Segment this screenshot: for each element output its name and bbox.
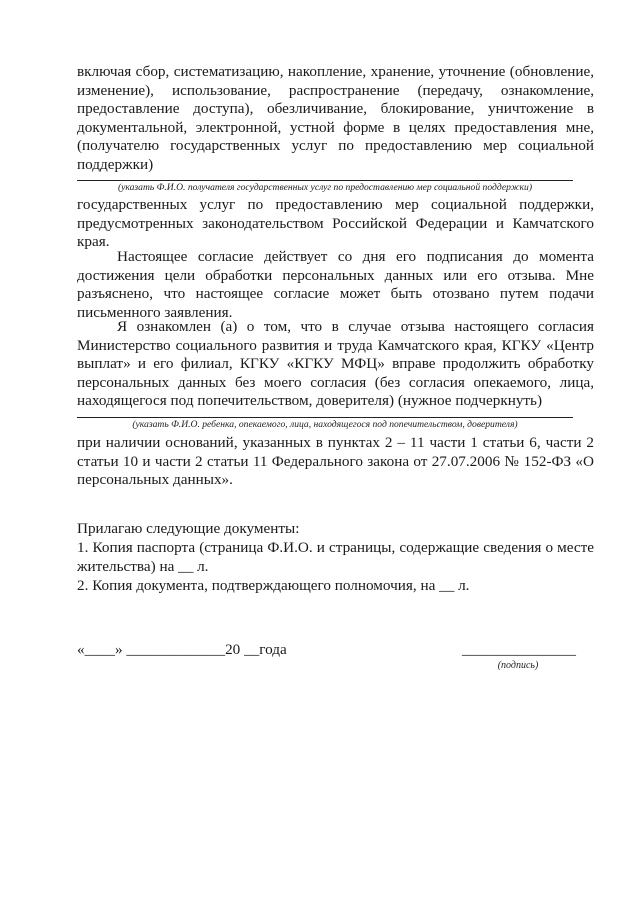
grounds-text: при наличии оснований, указанных в пунктах 2 – 11 части 1 статьи 6, части 2 статьи 10 и части 2 статьи 11 Федерального закона от 27.07.2006 № 152-ФЗ «О персональных данных». xyxy=(77,434,594,489)
ward-name-hint: (указать Ф.И.О. ребенка, опекаемого, лица, находящегося под попечительством, доверителя) xyxy=(132,419,518,430)
attachments-heading: Прилагаю следующие документы: xyxy=(77,520,300,537)
date-line: «____» _____________20 __года xyxy=(77,641,287,658)
consent-scope-text: включая сбор, систематизацию, накопление, хранение, уточнение (обновление, изменение), использование, распространение (передачу, ознакомление, предоставление доступа), обезличивание, блокирование, уничтожение в документальной, электронной, устной форме в целях предоставления мне, (получателю государственных услуг по предоставлению мер социальной поддержки) xyxy=(77,63,594,173)
recipient-name-hint: (указать Ф.И.О. получателя государственных услуг по предоставлению мер социальной поддержки) xyxy=(117,182,533,193)
grounds-paragraph xyxy=(77,434,594,490)
consent-scope-paragraph xyxy=(77,63,594,175)
attachment-item-1 xyxy=(77,539,594,576)
validity-paragraph xyxy=(77,248,594,322)
withdrawal-paragraph xyxy=(77,318,594,411)
recipient-name-line xyxy=(77,180,573,181)
validity-text: Настоящее согласие действует со дня его подписания до момента достижения цели обработки персональных данных или его отзыва. Мне разъяснено, что настоящее согласие может быть отозвано путем подачи письменного заявления. xyxy=(77,248,594,321)
ward-name-line xyxy=(77,417,573,418)
signature-hint: (подпись) xyxy=(497,660,539,671)
attachment-item-2: 2. Копия документа, подтверждающего полномочия, на __ л. xyxy=(77,577,470,594)
attachment-item-1-text: 1. Копия паспорта (страница Ф.И.О. и страницы, содержащие сведения о месте жительства) на __ л. xyxy=(77,539,594,575)
signature-line: _______________ xyxy=(462,641,576,658)
services-text: государственных услуг по предоставлению мер социальной поддержки, предусмотренных законодательством Российской Федерации и Камчатского края. xyxy=(77,196,594,251)
services-paragraph xyxy=(77,196,594,252)
withdrawal-text: Я ознакомлен (а) о том, что в случае отзыва настоящего согласия Министерство социального развития и труда Камчатского края, КГКУ «Центр выплат» и его филиал, КГКУ «КГКУ МФЦ» вправе продолжить обработку персональных данных без моего согласия (без согласия опекаемого, лица, находящегося под попечительством, доверителя) (нужное подчеркнуть) xyxy=(77,318,594,410)
